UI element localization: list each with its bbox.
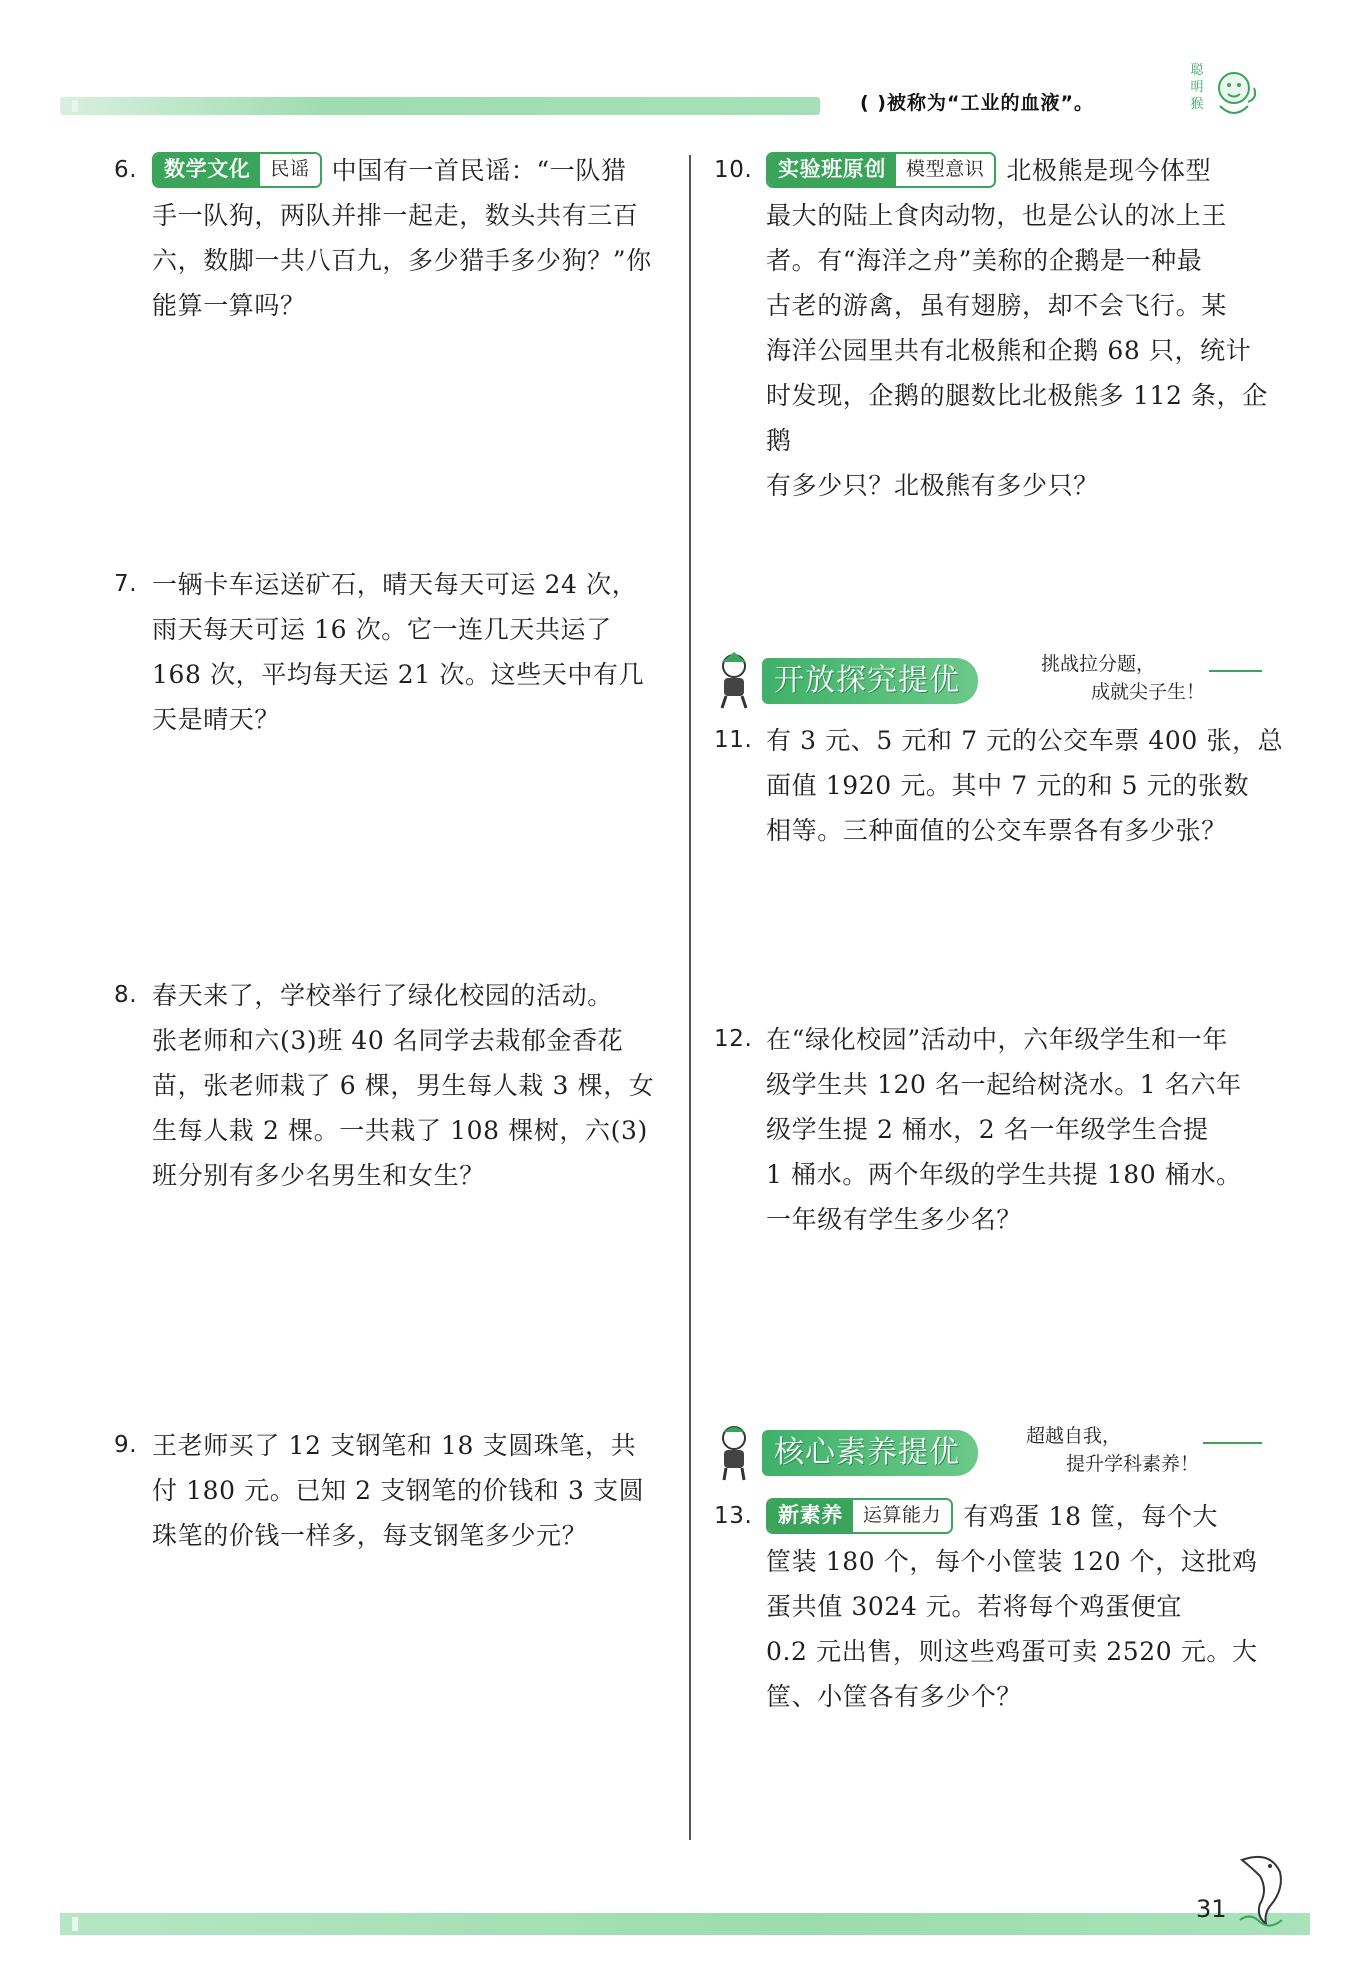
question-8: 8. 春天来了，学校举行了绿化校园的活动。 张老师和六(3)班 40 名同学去栽郁金香花 苗，张老师栽了 6 棵，男生每人栽 3 棵，女 生每人栽 2 棵。一共栽了 108 棵树，六(3) 班分别有多少名男生和女生？	[152, 973, 672, 1198]
question-number: 9.	[114, 1432, 138, 1458]
question-number: 11.	[714, 727, 753, 753]
header-band	[60, 97, 820, 115]
question-number: 13.	[714, 1503, 753, 1529]
tag-badge: 新素养 运算能力	[766, 1498, 953, 1534]
question-number: 7.	[114, 571, 138, 597]
column-divider	[689, 155, 691, 1840]
question-13: 13. 新素养 运算能力 有鸡蛋 18 筐，每个大 筐装 180 个，每个小筐装 120 个，这批鸡 蛋共值 3024 元。若将每个鸡蛋便宜 0.2 元出售，则这些鸡蛋可卖 2520 元。大 筐、小筐各有多少个？	[766, 1494, 1286, 1719]
page-number: 31	[1196, 1895, 1227, 1923]
mascot-icon	[712, 1422, 756, 1482]
question-9: 9. 王老师买了 12 支钢笔和 18 支圆珠笔，共 付 180 元。已知 2 支钢笔的价钱和 3 支圆 珠笔的价钱一样多，每支钢笔多少元？	[152, 1423, 672, 1558]
section-slogan: 挑战拉分题， 成就尖子生！	[1037, 650, 1209, 706]
question-number: 10.	[714, 157, 753, 183]
section-title: 核心素养提优	[762, 1430, 978, 1476]
mascot-icon	[712, 650, 756, 710]
tag-badge: 实验班原创 模型意识	[766, 152, 996, 188]
header-tip: ( )被称为“工业的血液”。	[860, 92, 1094, 114]
question-number: 12.	[714, 1026, 753, 1052]
footer-band	[60, 1913, 1310, 1935]
mascot-logo	[1180, 58, 1260, 128]
section-slogan: 超越自我， 提升学科素养！	[1022, 1422, 1203, 1478]
question-10: 10. 实验班原创 模型意识 北极熊是现今体型 最大的陆上食肉动物，也是公认的冰上王 者。有“海洋之舟”美称的企鹅是一种最 古老的游禽，虽有翅膀，却不会飞行。某 海洋公园里共有北极熊和企鹅 68 只，统计 时发现，企鹅的腿数比北极熊多 112 条，企鹅 有多少只？北极熊有多少只？	[766, 148, 1286, 508]
section-header-open	[712, 648, 1272, 718]
question-number: 6.	[114, 157, 138, 183]
mascot-label: 聪 明 猴	[1190, 63, 1204, 112]
section-title: 开放探究提优	[762, 658, 978, 704]
section-header-core	[712, 1420, 1272, 1490]
question-number: 8.	[114, 982, 138, 1008]
question-7: 7. 一辆卡车运送矿石，晴天每天可运 24 次， 雨天每天可运 16 次。它一连几天共运了 168 次，平均每天运 21 次。这些天中有几 天是晴天？	[152, 562, 672, 742]
question-11: 11. 有 3 元、5 元和 7 元的公交车票 400 张，总 面值 1920 元。其中 7 元的和 5 元的张数 相等。三种面值的公交车票各有多少张？	[766, 718, 1286, 853]
dolphin-icon	[1230, 1850, 1290, 1930]
monkey-icon	[1180, 58, 1260, 128]
question-6: 6. 数学文化 民谣 中国有一首民谣：“一队猎 手一队狗，两队并排一起走，数头共有三百 六，数脚一共八百九，多少猎手多少狗？”你 能算一算吗？	[152, 148, 672, 328]
question-12: 12. 在“绿化校园”活动中，六年级学生和一年 级学生共 120 名一起给树浇水。1 名六年 级学生提 2 桶水，2 名一年级学生合提 1 桶水。两个年级的学生共提 180 桶水。 一年级有学生多少名？	[766, 1017, 1286, 1242]
tag-badge: 数学文化 民谣	[152, 152, 322, 188]
